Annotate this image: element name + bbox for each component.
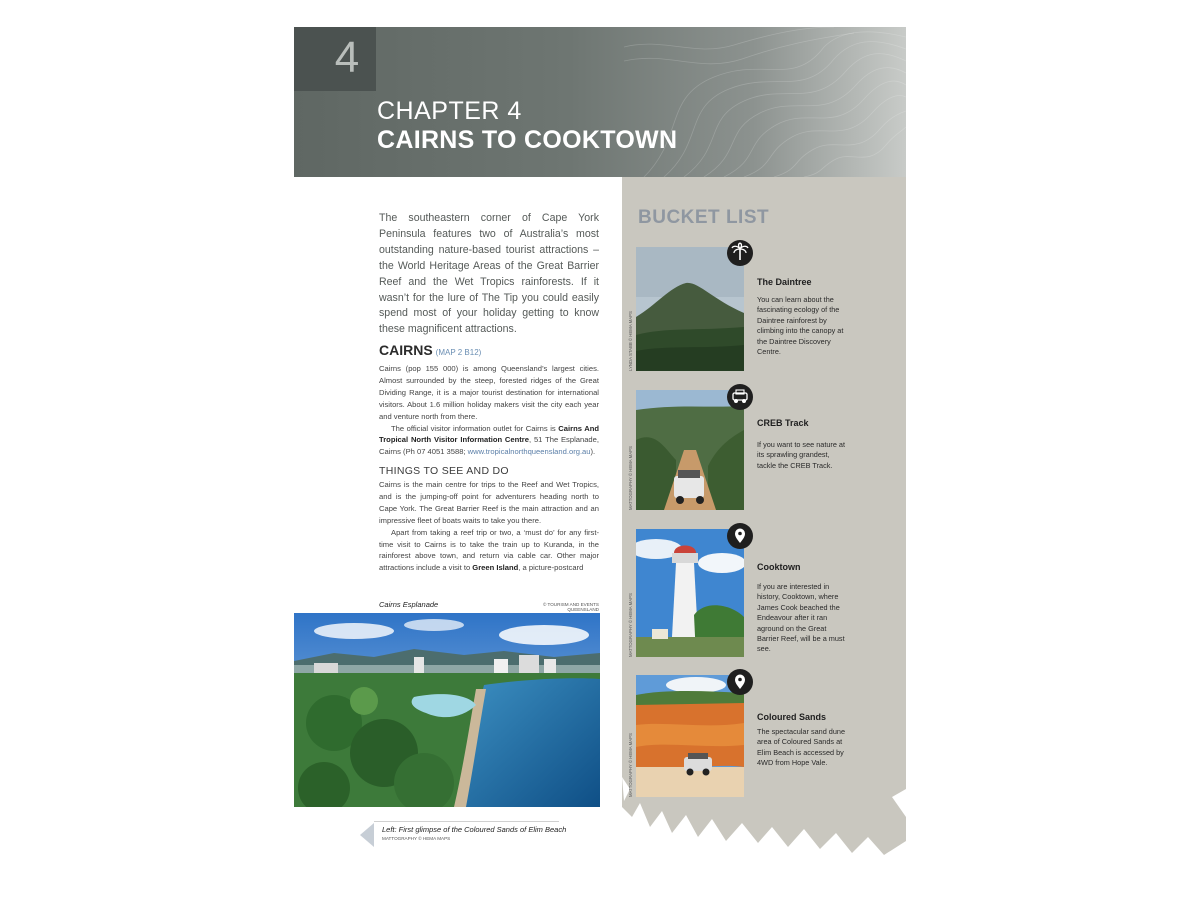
chapter-number-box	[294, 27, 376, 91]
bucket-list-panel	[622, 177, 906, 873]
cairns-paragraph-1: Cairns (pop 155 000) is among Queensland’s largest cities. Almost surrounded by the steep, forested ridges of the Great Dividing Range, it is a major tourist destination for international visitors. About 1.6 million holiday makers visit the city each year and venture north from there.	[379, 364, 599, 421]
location-pin-icon	[727, 523, 753, 549]
item-title-daintree: The Daintree	[757, 277, 812, 287]
cairns-body	[379, 363, 599, 458]
four-wheel-drive-icon	[727, 384, 753, 410]
chapter-header	[294, 27, 906, 177]
cairns-paragraph-2: The official visitor information outlet for Cairns is Cairns And Tropical North Visitor Information Centre, 51 The Esplanade, Cairns (Ph 07 4051 3588; www.tropicalnorthqueensland.org.au).	[379, 423, 599, 457]
photo-caption: Cairns Esplanade	[379, 600, 439, 609]
item-credit-cooktown: MATTOGRAPHY © HEMA MAPS	[628, 593, 633, 657]
palm-tree-icon	[727, 240, 753, 266]
chapter-label: CHAPTER 4	[377, 97, 522, 125]
things-paragraph-1: Cairns is the main centre for trips to the Reef and Wet Tropics, and is the jumping-off point for adventurers heading north to Cape York. The Great Barrier Reef is the main attraction and an impressive fleet of boats waits to take you there.	[379, 480, 599, 525]
item-text-daintree: You can learn about the fascinating ecology of the Daintree rainforest by climbing into the canopy at the Daintree Discovery Centre.	[757, 295, 844, 357]
chapter-title: CAIRNS TO COOKTOWN	[377, 126, 678, 154]
bucket-list-title: BUCKET LIST	[638, 207, 770, 228]
intro-paragraph: The southeastern corner of Cape York Peninsula features two of Australia’s most outstanding nature-based tourist attractions – the World Heritage Areas of the Great Barrier Reef and the Wet Tropics rainforests. If it wasn’t for the lure of The Tip you could easily spend most of your holiday getting to know these magnificent attractions.	[379, 212, 599, 336]
item-credit-coloured-sands: MATTOGRAPHY © HEMA MAPS	[628, 733, 633, 797]
left-arrow-icon	[360, 823, 374, 847]
visitor-centre-name: Cairns And Tropical North Visitor Information Centre	[379, 423, 599, 445]
book-page	[294, 27, 906, 873]
caption-rule	[374, 821, 559, 822]
cairns-heading-text: CAIRNS	[379, 342, 433, 358]
item-text-cooktown: If you are interested in history, Cooktown, where James Cook beached the Endeavour after it ran aground on the Great Barrier Reef, will be a must see.	[757, 582, 845, 654]
section-heading-cairns	[379, 342, 481, 358]
item-credit-creb-track: MATTOGRAPHY © HEMA MAPS	[628, 446, 633, 510]
things-body	[379, 479, 599, 574]
map-reference: (MAP 2 B12)	[435, 348, 482, 357]
item-text-creb-track: If you want to see nature at its sprawling grandest, tackle the CREB Track.	[757, 440, 846, 470]
item-title-coloured-sands: Coloured Sands	[757, 712, 827, 722]
things-paragraph-2: Apart from taking a reef trip or two, a ‘must do’ for any first-time visit to Cairns is to take the train up to Kuranda, in the rainforest above town, and return via cable car. Other major attractions include a visit to Green Island, a picture-postcard	[379, 527, 599, 573]
bottom-caption-credit: MATTOGRAPHY © HEMA MAPS	[382, 836, 451, 841]
green-island-name: Green Island	[472, 563, 519, 573]
item-text-coloured-sands: The spectacular sand dune area of Coloured Sands at Elim Beach is accessed by 4WD from Hope Vale.	[757, 727, 846, 768]
visitor-centre-link[interactable]: www.tropicalnorthqueensland.org.au	[467, 447, 591, 457]
item-title-creb-track: CREB Track	[757, 418, 809, 428]
chapter-number: 4	[334, 33, 360, 82]
bottom-caption	[360, 821, 600, 849]
section-heading-things: THINGS TO SEE AND DO	[379, 465, 509, 477]
bottom-caption-text: Left: First glimpse of the Coloured Sands of Elim Beach	[382, 825, 567, 834]
cairns-esplanade-photo	[294, 613, 600, 807]
item-credit-daintree: LYNDA STABB © HEMA MAPS	[628, 311, 633, 371]
location-pin-icon-2	[727, 669, 753, 695]
item-title-cooktown: Cooktown	[757, 562, 801, 572]
photo-credit: © TOURISM AND EVENTS QUEENSLAND	[542, 602, 599, 612]
